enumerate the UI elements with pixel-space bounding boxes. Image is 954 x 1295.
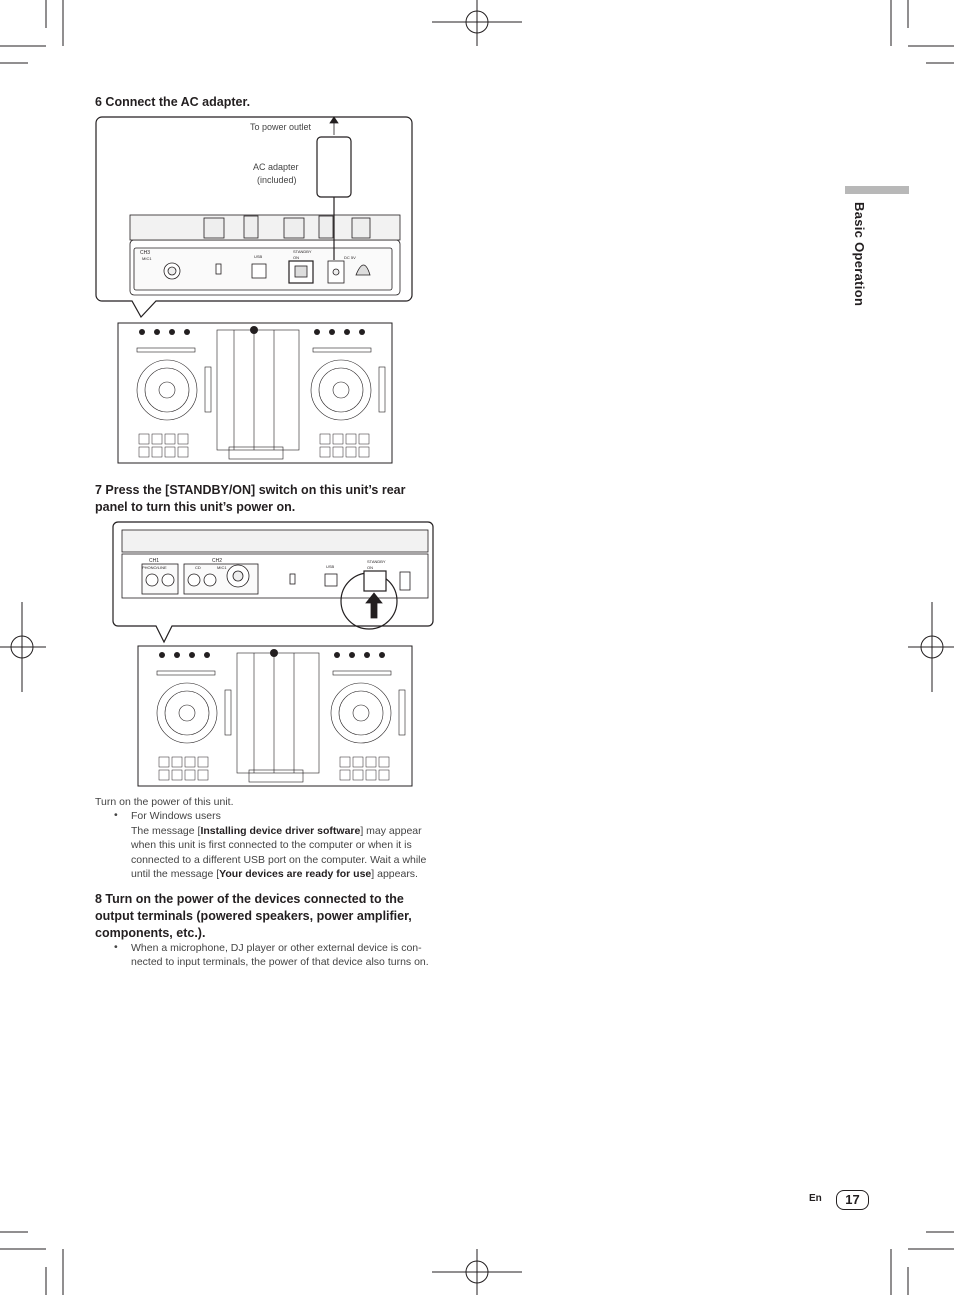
language-code: En — [809, 1193, 822, 1204]
usb-label: USB — [254, 254, 263, 259]
windows-para-line1: The message [Installing device driver software] may appear — [131, 825, 422, 837]
power-outlet-label: To power outlet — [250, 122, 312, 132]
step7-heading-line1: 7 Press the [STANDBY/ON] switch on this unit’s rear — [95, 483, 406, 497]
step8-heading-line2: output terminals (powered speakers, power amplifier, — [95, 909, 412, 923]
ch1-label: CH1 — [149, 558, 160, 564]
mic1-label: MIC1 — [142, 256, 152, 261]
ac-adapter-label: AC adapter — [253, 162, 299, 172]
on-label-rear: ON — [367, 565, 373, 570]
mic1-label-rear: MIC1 — [217, 565, 227, 570]
controller-top-view-1 — [117, 322, 393, 465]
power-on-text: Turn on the power of this unit. — [95, 796, 234, 808]
phono-line-label: PHONO/LINE — [142, 565, 167, 570]
usb-label-rear: USB — [326, 564, 335, 569]
step7-heading-line2: panel to turn this unit’s power on. — [95, 500, 296, 514]
ch2-label: CH2 — [212, 558, 223, 564]
controller-top-view-2 — [137, 645, 413, 788]
step8-heading-line1: 8 Turn on the power of the devices connected to the — [95, 892, 404, 906]
step8-heading-line3: components, etc.). — [95, 926, 206, 940]
step8-bullet-line2: nected to input terminals, the power of that device also turns on. — [131, 956, 429, 968]
ac-adapter-included-label: (included) — [257, 175, 297, 185]
standby-label-rear: STANDBY — [367, 559, 386, 564]
cd-label: CD — [195, 565, 201, 570]
step6-rear-panel-illustration — [94, 115, 416, 321]
windows-para-line3: connected to a different USB port on the computer. Wait a while — [131, 854, 427, 866]
devices-ready-message: Your devices are ready for use — [219, 868, 372, 880]
bullet-marker: • — [114, 809, 118, 821]
page-number: 17 — [836, 1190, 869, 1210]
bullet-marker: • — [114, 941, 118, 953]
dc-label: DC 5V — [344, 255, 356, 260]
installing-driver-message: Installing device driver software — [200, 825, 361, 837]
section-tab — [845, 186, 909, 194]
step8-bullet-line1: When a microphone, DJ player or other external device is con- — [131, 942, 422, 954]
on-label: ON — [293, 255, 299, 260]
windows-para-line4: until the message [Your devices are ready for use] appears. — [131, 868, 418, 880]
section-label: Basic Operation — [852, 202, 867, 307]
ch3-label: CH3 — [140, 250, 151, 256]
windows-users-label: For Windows users — [131, 810, 221, 822]
step7-rear-panel-illustration — [112, 520, 436, 645]
windows-para-line2: when this unit is first connected to the computer or when it is — [131, 839, 412, 851]
standby-label: STANDBY — [293, 249, 312, 254]
step6-heading: 6 Connect the AC adapter. — [95, 95, 251, 109]
